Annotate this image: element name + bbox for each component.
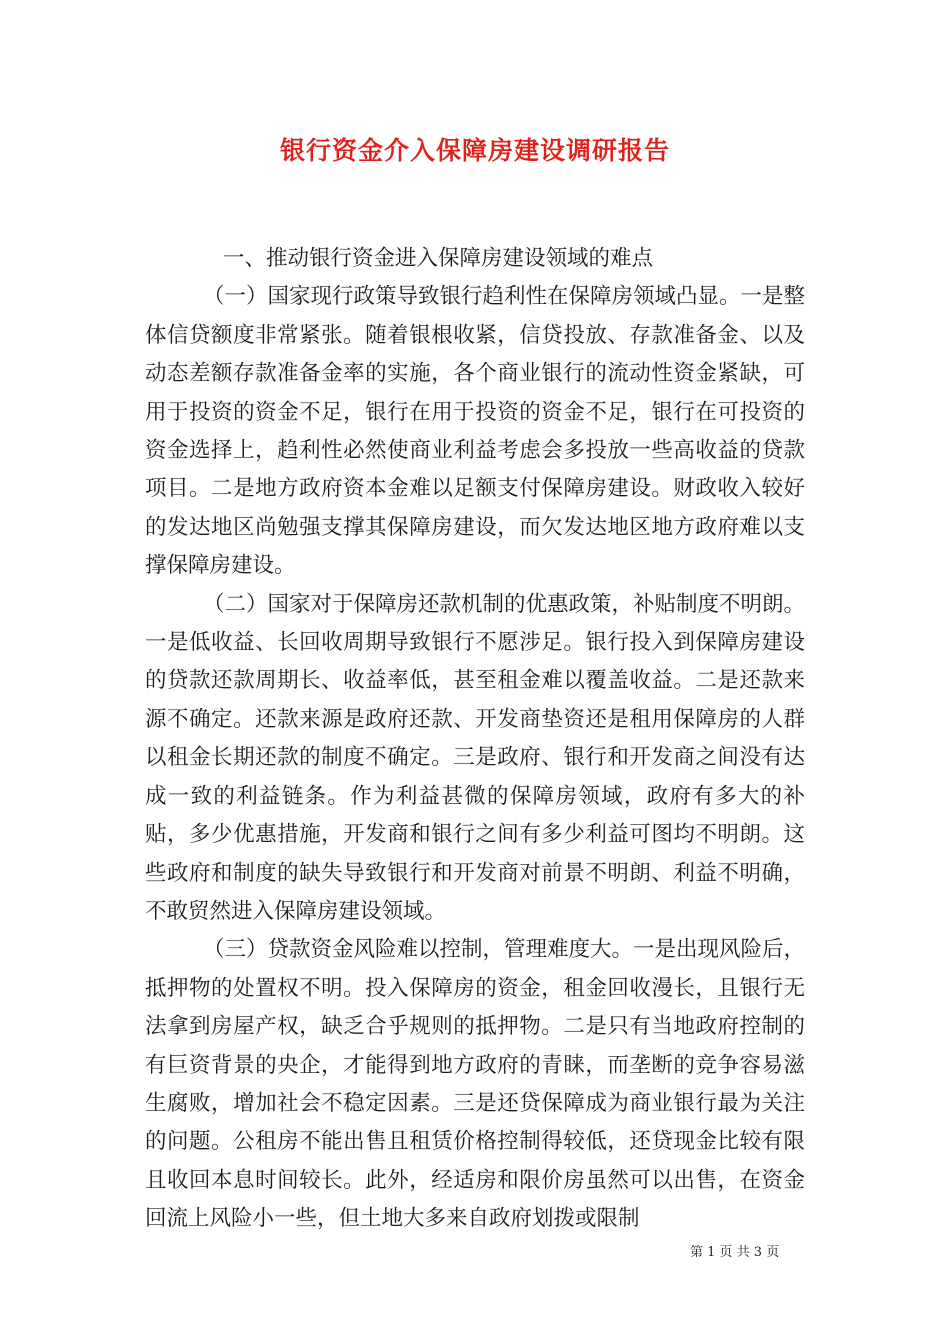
page-number-footer: 第 1 页 共 3 页: [690, 1245, 780, 1260]
paragraph-1: （一）国家现行政策导致银行趋利性在保障房领域凸显。一是整体信贷额度非常紧张。随着银根收紧，信贷投放、存款准备金、以及动态差额存款准备金率的实施，各个商业银行的流动性资金紧缺，可用于投资的资金不足，银行在用于投资的资金不足，银行在可投资的资金选择上，趋利性必然使商业利益考虑会多投放一些高收益的贷款项目。二是地方政府资本金难以足额支付保障房建设。财政收入较好的发达地区尚勉强支撑其保障房建设，而欠发达地区地方政府难以支撑保障房建设。: [145, 284, 806, 579]
document-body: [145, 240, 805, 1239]
section-heading: 一、推动银行资金进入保障房建设领域的难点: [223, 246, 654, 271]
paragraph-3: （三）贷款资金风险难以控制，管理难度大。一是出现风险后，抵押物的处置权不明。投入保障房的资金，租金回收漫长，且银行无法拿到房屋产权，缺乏合乎规则的抵押物。二是只有当地政府控制的有巨资背景的央企，才能得到地方政府的青睐，而垄断的竞争容易滋生腐败，增加社会不稳定因素。三是还贷保障成为商业银行最为关注的问题。公租房不能出售且租赁价格控制得较低，还贷现金比较有限且收回本息时间较长。此外，经适房和限价房虽然可以出售，在资金回流上风险小一些，但土地大多来自政府划拨或限制: [145, 937, 806, 1232]
document-title: 银行资金介入保障房建设调研报告: [279, 136, 670, 165]
paragraph-2: （二）国家对于保障房还款机制的优惠政策，补贴制度不明朗。一是低收益、长回收周期导致银行不愿涉足。银行投入到保障房建设的贷款还款周期长、收益率低，甚至租金难以覆盖收益。二是还款来源不确定。还款来源是政府还款、开发商垫资还是租用保障房的人群以租金长期还款的制度不确定。三是政府、银行和开发商之间没有达成一致的利益链条。作为利益甚微的保障房领域，政府有多大的补贴，多少优惠措施，开发商和银行之间有多少利益可图均不明朗。这些政府和制度的缺失导致银行和开发商对前景不明朗、利益不明确，不敢贸然进入保障房建设领域。: [145, 591, 806, 924]
